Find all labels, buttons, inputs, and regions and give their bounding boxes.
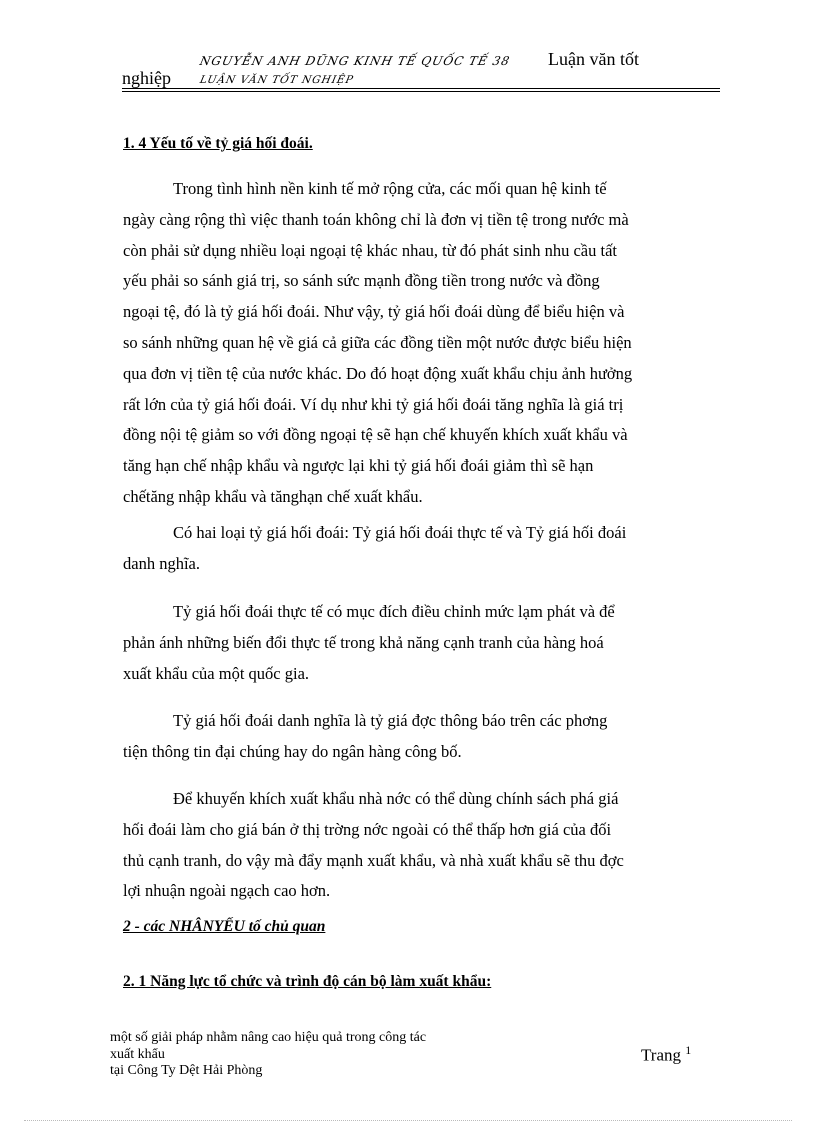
paragraph-line: tiện thông tin đại chúng hay do ngân hàng công bố. — [123, 741, 462, 761]
paragraph-line: ngày càng rộng thì việc thanh toán không chỉ là đơn vị tiền tệ trong nước mà — [123, 209, 629, 229]
header-rule-top — [122, 88, 720, 89]
paragraph-line: Tỷ giá hối đoái danh nghĩa là tỷ giá đợc thông báo trên các phơng — [173, 711, 608, 730]
paragraph-line: danh nghĩa. — [123, 553, 200, 573]
paragraph-line: phản ánh những biến đổi thực tế trong khả năng cạnh tranh của hàng hoá — [123, 632, 604, 652]
paragraph-line: lợi nhuận ngoài ngạch cao hơn. — [123, 881, 331, 901]
paragraph-line: Có hai loại tỷ giá hối đoái: Tỷ giá hối đoái thực tế và Tỷ giá hối đoái — [173, 523, 627, 542]
paragraph-devaluation-policy — [123, 784, 717, 907]
paragraph-line: qua đơn vị tiền tệ của nước khác. Do đó hoạt động xuất khẩu chịu ảnh hưởng — [123, 363, 633, 383]
header-script-line2: LUẬN VĂN TỐT NGHIỆP — [198, 74, 355, 86]
paragraph-line: Trong tình hình nền kinh tế mở rộng cửa, các mối quan hệ kinh tế — [173, 179, 607, 198]
footer-line1: một số giải pháp nhằm nâng cao hiệu quả trong công tác — [110, 1030, 427, 1045]
paragraph-line: chếtăng nhập khẩu và tănghạn chế xuất khẩu. — [123, 486, 423, 506]
paragraph-line: Để khuyến khích xuất khẩu nhà nớc có thể dùng chính sách phá giá — [173, 789, 619, 808]
paragraph-line: hối đoái làm cho giá bán ở thị trờng nớc ngoài có thể thấp hơn giá của đối — [123, 819, 612, 839]
page-number: 1 — [685, 1043, 692, 1057]
header-title-right: Luận văn tốt — [548, 49, 639, 69]
subsection-heading-organizational-capacity: 2. 1 Năng lực tổ chức và trình độ cán bộ làm xuất khẩu: — [123, 973, 492, 990]
paragraph-exchange-rate-types — [123, 518, 717, 580]
paragraph-nominal-exchange-rate — [123, 706, 717, 768]
paragraph-line: đồng nội tệ giảm so với đồng ngoại tệ sẽ hạn chế khuyến khích xuất khẩu và — [123, 425, 628, 445]
paragraph-line: Tỷ giá hối đoái thực tế có mục đích điều chỉnh mức lạm phát và để — [173, 602, 615, 621]
header-script-line1: NGUYỄN ANH DŨNG KINH TẾ QUỐC TẾ 38 — [198, 54, 512, 68]
paragraph-line: tăng hạn chế nhập khẩu và ngược lại khi tỷ giá hối đoái giảm thì sẽ hạn — [123, 456, 594, 476]
paragraph-real-exchange-rate — [123, 597, 717, 689]
section-heading-subjective-factors: 2 - các NHÂNYẾU tố chủ quan — [123, 918, 326, 935]
header-title-left: nghiệp — [122, 68, 171, 88]
paragraph-exchange-rate-intro — [123, 174, 717, 513]
footer-line2: xuất khẩu — [110, 1047, 165, 1062]
paragraph-line: so sánh những quan hệ về giá cả giữa các đồng tiền một nước được biểu hiện — [123, 332, 632, 352]
header-rule-bottom — [122, 91, 720, 92]
paragraph-line: thủ cạnh tranh, do vậy mà đẩy mạnh xuất khẩu, và nhà xuất khẩu sẽ thu đợc — [123, 850, 624, 870]
section-heading-exchange-rate: 1. 4 Yếu tố về tỷ giá hối đoái. — [123, 135, 313, 152]
paragraph-line: ngoại tệ, đó là tỷ giá hối đoái. Như vậy, tỷ giá hối đoái dùng để biểu hiện và — [123, 302, 625, 322]
paragraph-line: yếu phải so sánh giá trị, so sánh sức mạnh đồng tiền trong nước và đồng — [123, 271, 600, 291]
footer-page — [641, 1043, 691, 1066]
page-label: Trang — [641, 1045, 681, 1065]
page-bottom-dotted-rule — [24, 1120, 792, 1121]
paragraph-line: xuất khẩu của một quốc gia. — [123, 663, 310, 683]
footer-line3: tại Công Ty Dệt Hải Phòng — [110, 1063, 263, 1078]
paragraph-line: rất lớn của tỷ giá hối đoái. Ví dụ như khi tỷ giá hối đoái tăng nghĩa là giá trị — [123, 394, 624, 414]
paragraph-line: còn phải sử dụng nhiều loại ngoại tệ khác nhau, từ đó phát sinh nhu cầu tất — [123, 240, 617, 260]
